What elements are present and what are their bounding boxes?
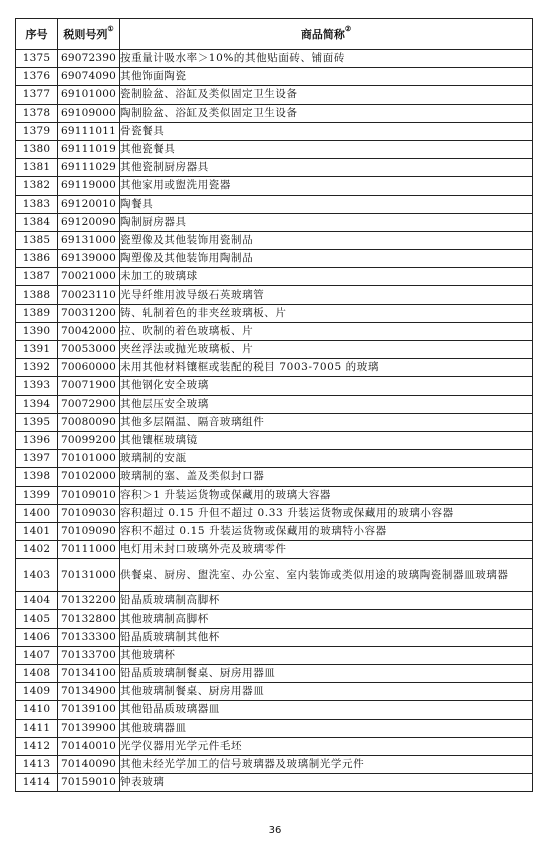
row-product-name: 陶制脸盆、浴缸及类似固定卫生设备 xyxy=(120,104,533,122)
row-product-name: 铅晶质玻璃制高脚杯 xyxy=(120,592,533,610)
row-serial-number: 1413 xyxy=(16,755,58,773)
row-serial-number: 1412 xyxy=(16,737,58,755)
row-serial-number: 1411 xyxy=(16,719,58,737)
row-product-name: 其他镶框玻璃镜 xyxy=(120,431,533,449)
table-row xyxy=(16,468,533,486)
table-row xyxy=(16,665,533,683)
row-product-name: 供餐桌、厨房、盥洗室、办公室、室内装饰或类似用途的玻璃陶瓷制器皿玻璃器 xyxy=(120,559,533,592)
table-row xyxy=(16,719,533,737)
row-tariff-code: 70134900 xyxy=(58,683,120,701)
footnote-mark-2: ② xyxy=(344,24,352,33)
row-product-name: 其他玻璃杯 xyxy=(120,646,533,664)
row-tariff-code: 70109010 xyxy=(58,486,120,504)
table-row xyxy=(16,737,533,755)
row-tariff-code: 70101000 xyxy=(58,450,120,468)
row-serial-number: 1410 xyxy=(16,701,58,719)
row-serial-number: 1385 xyxy=(16,231,58,249)
row-tariff-code: 70042000 xyxy=(58,322,120,340)
tariff-table xyxy=(15,18,533,792)
row-product-name: 按重量计吸水率＞10%的其他贴面砖、铺面砖 xyxy=(120,50,533,68)
row-product-name: 玻璃制的塞、盖及类似封口器 xyxy=(120,468,533,486)
header-serial-number: 序号 xyxy=(16,19,58,50)
row-serial-number: 1381 xyxy=(16,159,58,177)
row-tariff-code: 70072900 xyxy=(58,395,120,413)
row-serial-number: 1386 xyxy=(16,250,58,268)
row-serial-number: 1392 xyxy=(16,359,58,377)
row-product-name: 拉、吹制的着色玻璃板、片 xyxy=(120,322,533,340)
row-tariff-code: 70109030 xyxy=(58,504,120,522)
row-tariff-code: 70133300 xyxy=(58,628,120,646)
table-row xyxy=(16,592,533,610)
row-tariff-code: 70102000 xyxy=(58,468,120,486)
row-product-name: 未加工的玻璃球 xyxy=(120,268,533,286)
row-serial-number: 1398 xyxy=(16,468,58,486)
row-product-name: 光导纤维用波导级石英玻璃管 xyxy=(120,286,533,304)
table-row xyxy=(16,541,533,559)
row-tariff-code: 70140090 xyxy=(58,755,120,773)
row-tariff-code: 70133700 xyxy=(58,646,120,664)
table-header xyxy=(16,19,533,50)
row-product-name: 电灯用未封口玻璃外壳及玻璃零件 xyxy=(120,541,533,559)
table-row xyxy=(16,683,533,701)
row-product-name: 铅晶质玻璃制其他杯 xyxy=(120,628,533,646)
row-product-name: 夹丝浮法或抛光玻璃板、片 xyxy=(120,341,533,359)
row-serial-number: 1379 xyxy=(16,122,58,140)
row-serial-number: 1395 xyxy=(16,413,58,431)
row-serial-number: 1414 xyxy=(16,774,58,792)
table-row xyxy=(16,359,533,377)
row-tariff-code: 69139000 xyxy=(58,250,120,268)
header-row xyxy=(16,19,533,50)
table-row xyxy=(16,486,533,504)
row-serial-number: 1403 xyxy=(16,559,58,592)
row-product-name: 其他铅晶质玻璃器皿 xyxy=(120,701,533,719)
row-tariff-code: 69120090 xyxy=(58,213,120,231)
row-product-name: 其他瓷餐具 xyxy=(120,140,533,158)
table-row xyxy=(16,122,533,140)
table-row xyxy=(16,774,533,792)
row-serial-number: 1400 xyxy=(16,504,58,522)
row-serial-number: 1409 xyxy=(16,683,58,701)
table-row xyxy=(16,231,533,249)
row-serial-number: 1375 xyxy=(16,50,58,68)
row-product-name: 瓷制脸盆、浴缸及类似固定卫生设备 xyxy=(120,86,533,104)
table-row xyxy=(16,104,533,122)
row-serial-number: 1376 xyxy=(16,68,58,86)
row-product-name: 铅晶质玻璃制餐桌、厨房用器皿 xyxy=(120,665,533,683)
row-serial-number: 1393 xyxy=(16,377,58,395)
table-row xyxy=(16,322,533,340)
row-tariff-code: 69111019 xyxy=(58,140,120,158)
row-serial-number: 1407 xyxy=(16,646,58,664)
table-row xyxy=(16,286,533,304)
row-tariff-code: 70099200 xyxy=(58,431,120,449)
row-product-name: 其他玻璃制餐桌、厨房用器皿 xyxy=(120,683,533,701)
row-product-name: 光学仪器用光学元件毛坯 xyxy=(120,737,533,755)
row-serial-number: 1399 xyxy=(16,486,58,504)
row-serial-number: 1387 xyxy=(16,268,58,286)
row-product-name: 容积超过 0.15 升但不超过 0.33 升装运货物或保藏用的玻璃小容器 xyxy=(120,504,533,522)
row-tariff-code: 69101000 xyxy=(58,86,120,104)
row-tariff-code: 70140010 xyxy=(58,737,120,755)
table-row xyxy=(16,304,533,322)
row-tariff-code: 70071900 xyxy=(58,377,120,395)
row-product-name: 其他家用或盥洗用瓷器 xyxy=(120,177,533,195)
row-product-name: 容积＞1 升装运货物或保藏用的玻璃大容器 xyxy=(120,486,533,504)
row-serial-number: 1377 xyxy=(16,86,58,104)
row-product-name: 其他瓷制厨房器具 xyxy=(120,159,533,177)
row-serial-number: 1397 xyxy=(16,450,58,468)
row-serial-number: 1404 xyxy=(16,592,58,610)
row-serial-number: 1389 xyxy=(16,304,58,322)
table-row xyxy=(16,86,533,104)
row-tariff-code: 70109090 xyxy=(58,522,120,540)
row-tariff-code: 70080090 xyxy=(58,413,120,431)
row-product-name: 其他饰面陶瓷 xyxy=(120,68,533,86)
table-row xyxy=(16,195,533,213)
header-tariff-code: 税则号列① xyxy=(58,19,120,50)
table-row xyxy=(16,522,533,540)
table-row xyxy=(16,431,533,449)
table-row xyxy=(16,646,533,664)
row-product-name: 陶餐具 xyxy=(120,195,533,213)
row-product-name: 其他玻璃器皿 xyxy=(120,719,533,737)
table-row xyxy=(16,268,533,286)
footnote-mark-1: ① xyxy=(107,24,114,33)
table-row xyxy=(16,559,533,592)
row-tariff-code: 70134100 xyxy=(58,665,120,683)
table-row xyxy=(16,628,533,646)
row-serial-number: 1378 xyxy=(16,104,58,122)
row-tariff-code: 70132800 xyxy=(58,610,120,628)
row-product-name: 陶制厨房器具 xyxy=(120,213,533,231)
table-body xyxy=(16,50,533,792)
row-serial-number: 1394 xyxy=(16,395,58,413)
row-product-name: 陶塑像及其他装饰用陶制品 xyxy=(120,250,533,268)
row-tariff-code: 69119000 xyxy=(58,177,120,195)
table-row xyxy=(16,140,533,158)
row-serial-number: 1390 xyxy=(16,322,58,340)
table-row xyxy=(16,395,533,413)
row-tariff-code: 70132200 xyxy=(58,592,120,610)
row-serial-number: 1391 xyxy=(16,341,58,359)
row-serial-number: 1406 xyxy=(16,628,58,646)
row-serial-number: 1383 xyxy=(16,195,58,213)
table-row xyxy=(16,504,533,522)
row-serial-number: 1388 xyxy=(16,286,58,304)
row-tariff-code: 69109000 xyxy=(58,104,120,122)
row-serial-number: 1401 xyxy=(16,522,58,540)
table-row xyxy=(16,701,533,719)
table-row xyxy=(16,68,533,86)
row-tariff-code: 70111000 xyxy=(58,541,120,559)
row-product-name: 其他层压安全玻璃 xyxy=(120,395,533,413)
table-row xyxy=(16,177,533,195)
row-tariff-code: 70060000 xyxy=(58,359,120,377)
table-row xyxy=(16,377,533,395)
row-product-name: 骨瓷餐具 xyxy=(120,122,533,140)
row-tariff-code: 69120010 xyxy=(58,195,120,213)
table-row xyxy=(16,413,533,431)
row-product-name: 未用其他材料镶框或装配的税目 7003-7005 的玻璃 xyxy=(120,359,533,377)
row-serial-number: 1402 xyxy=(16,541,58,559)
row-tariff-code: 70139900 xyxy=(58,719,120,737)
table-row xyxy=(16,213,533,231)
page-number: 36 xyxy=(268,825,282,836)
table-row xyxy=(16,450,533,468)
row-product-name: 钟表玻璃 xyxy=(120,774,533,792)
row-product-name: 其他钢化安全玻璃 xyxy=(120,377,533,395)
row-product-name: 瓷塑像及其他装饰用瓷制品 xyxy=(120,231,533,249)
table-row xyxy=(16,755,533,773)
table-row xyxy=(16,250,533,268)
row-serial-number: 1380 xyxy=(16,140,58,158)
row-serial-number: 1382 xyxy=(16,177,58,195)
table-row xyxy=(16,50,533,68)
row-serial-number: 1408 xyxy=(16,665,58,683)
table-row xyxy=(16,159,533,177)
row-tariff-code: 69111029 xyxy=(58,159,120,177)
row-tariff-code: 70139100 xyxy=(58,701,120,719)
row-product-name: 其他玻璃制高脚杯 xyxy=(120,610,533,628)
row-tariff-code: 70031200 xyxy=(58,304,120,322)
row-tariff-code: 70021000 xyxy=(58,268,120,286)
row-tariff-code: 69072390 xyxy=(58,50,120,68)
row-tariff-code: 70131000 xyxy=(58,559,120,592)
row-product-name: 容积不超过 0.15 升装运货物或保藏用的玻璃特小容器 xyxy=(120,522,533,540)
row-tariff-code: 70023110 xyxy=(58,286,120,304)
row-tariff-code: 70053000 xyxy=(58,341,120,359)
header-product-name: 商品简称② xyxy=(120,19,533,50)
row-serial-number: 1384 xyxy=(16,213,58,231)
row-serial-number: 1405 xyxy=(16,610,58,628)
table-row xyxy=(16,610,533,628)
row-tariff-code: 69111011 xyxy=(58,122,120,140)
row-product-name: 其他未经光学加工的信号玻璃器及玻璃制光学元件 xyxy=(120,755,533,773)
table-row xyxy=(16,341,533,359)
row-tariff-code: 69131000 xyxy=(58,231,120,249)
row-product-name: 其他多层隔温、隔音玻璃组件 xyxy=(120,413,533,431)
row-tariff-code: 70159010 xyxy=(58,774,120,792)
row-tariff-code: 69074090 xyxy=(58,68,120,86)
row-product-name: 玻璃制的安瓿 xyxy=(120,450,533,468)
row-product-name: 铸、轧制着色的非夹丝玻璃板、片 xyxy=(120,304,533,322)
row-serial-number: 1396 xyxy=(16,431,58,449)
